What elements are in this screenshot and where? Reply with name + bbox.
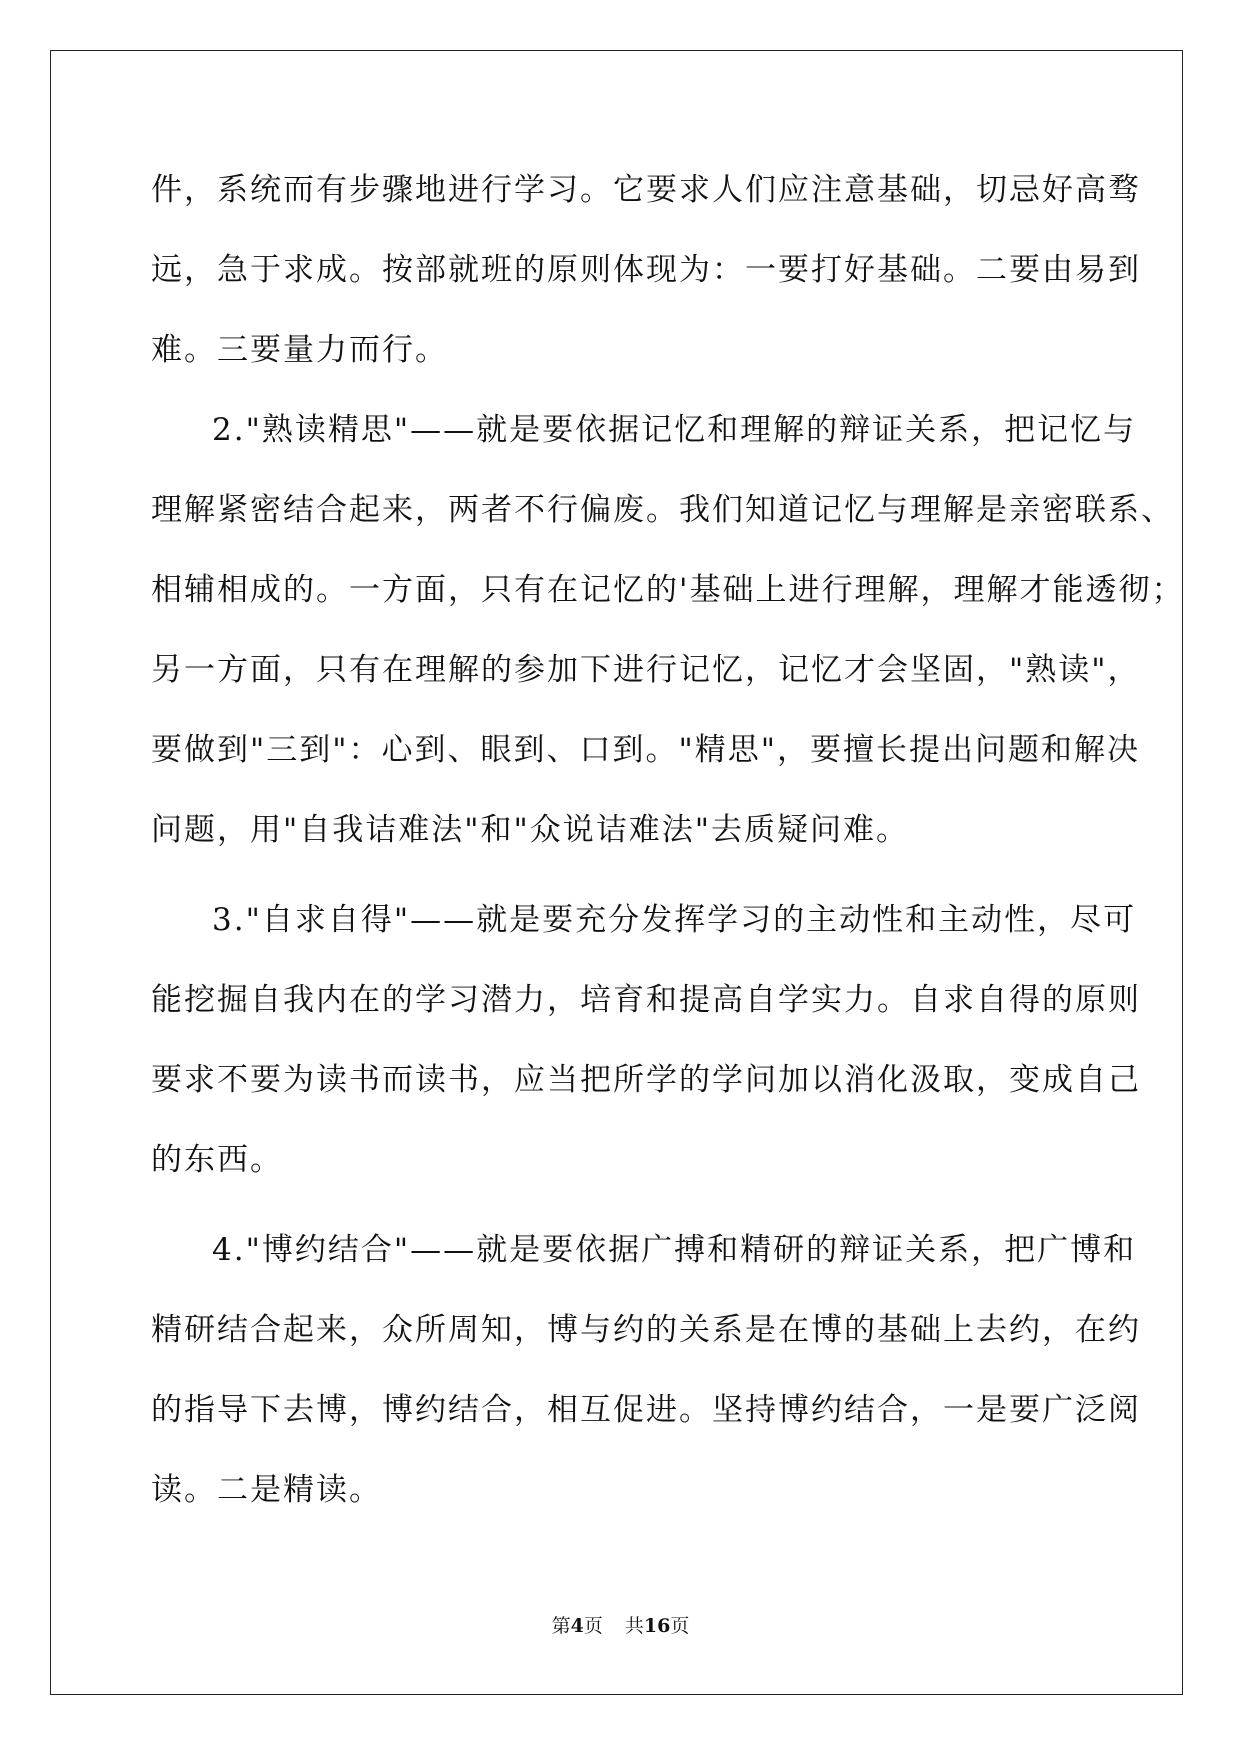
- text-line: 要做到"三到"：心到、眼到、口到。"精思"，要擅长提出问题和解决: [151, 732, 1141, 768]
- text-line: 的东西。: [151, 1142, 283, 1178]
- total-prefix: 共: [624, 1615, 644, 1637]
- total-suffix: 页: [670, 1615, 690, 1637]
- text-line: 难。三要量力而行。: [151, 332, 448, 368]
- text-line: 相辅相成的。一方面，只有在记忆的'基础上进行理解，理解才能透彻；: [151, 572, 1185, 608]
- text-line: 的指导下去博，博约结合，相互促进。坚持博约结合，一是要广泛阅: [151, 1392, 1141, 1428]
- page-footer: [0, 1614, 1241, 1638]
- text-line: 能挖掘自我内在的学习潜力，培育和提高自学实力。自求自得的原则: [151, 982, 1141, 1018]
- page-number: 4: [570, 1615, 584, 1637]
- text-line: 2."熟读精思"——就是要依据记忆和理解的辩证关系，把记忆与: [212, 412, 1137, 448]
- text-line: 件，系统而有步骤地进行学习。它要求人们应注意基础，切忌好高骛: [151, 172, 1141, 208]
- page-prefix: 第: [551, 1615, 571, 1637]
- text-line: 另一方面，只有在理解的参加下进行记忆，记忆才会坚固，"熟读"，: [151, 652, 1141, 688]
- total-pages: 16: [643, 1615, 671, 1637]
- text-line: 3."自求自得"——就是要充分发挥学习的主动性和主动性，尽可: [212, 902, 1137, 938]
- text-line: 读。二是精读。: [151, 1472, 382, 1508]
- text-line: 4."博约结合"——就是要依据广搏和精研的辩证关系，把广博和: [212, 1232, 1137, 1268]
- text-line: 要求不要为读书而读书，应当把所学的学问加以消化汲取，变成自己: [151, 1062, 1141, 1098]
- text-line: 问题，用"自我诘难法"和"众说诘难法"去质疑问难。: [151, 812, 910, 848]
- page-border: [50, 50, 1183, 1695]
- text-line: 远，急于求成。按部就班的原则体现为：一要打好基础。二要由易到: [151, 252, 1141, 288]
- text-line: 理解紧密结合起来，两者不行偏废。我们知道记忆与理解是亲密联系、: [151, 492, 1174, 528]
- page-suffix: 页: [583, 1615, 603, 1637]
- text-line: 精研结合起来，众所周知，博与约的关系是在博的基础上去约，在约: [151, 1312, 1141, 1348]
